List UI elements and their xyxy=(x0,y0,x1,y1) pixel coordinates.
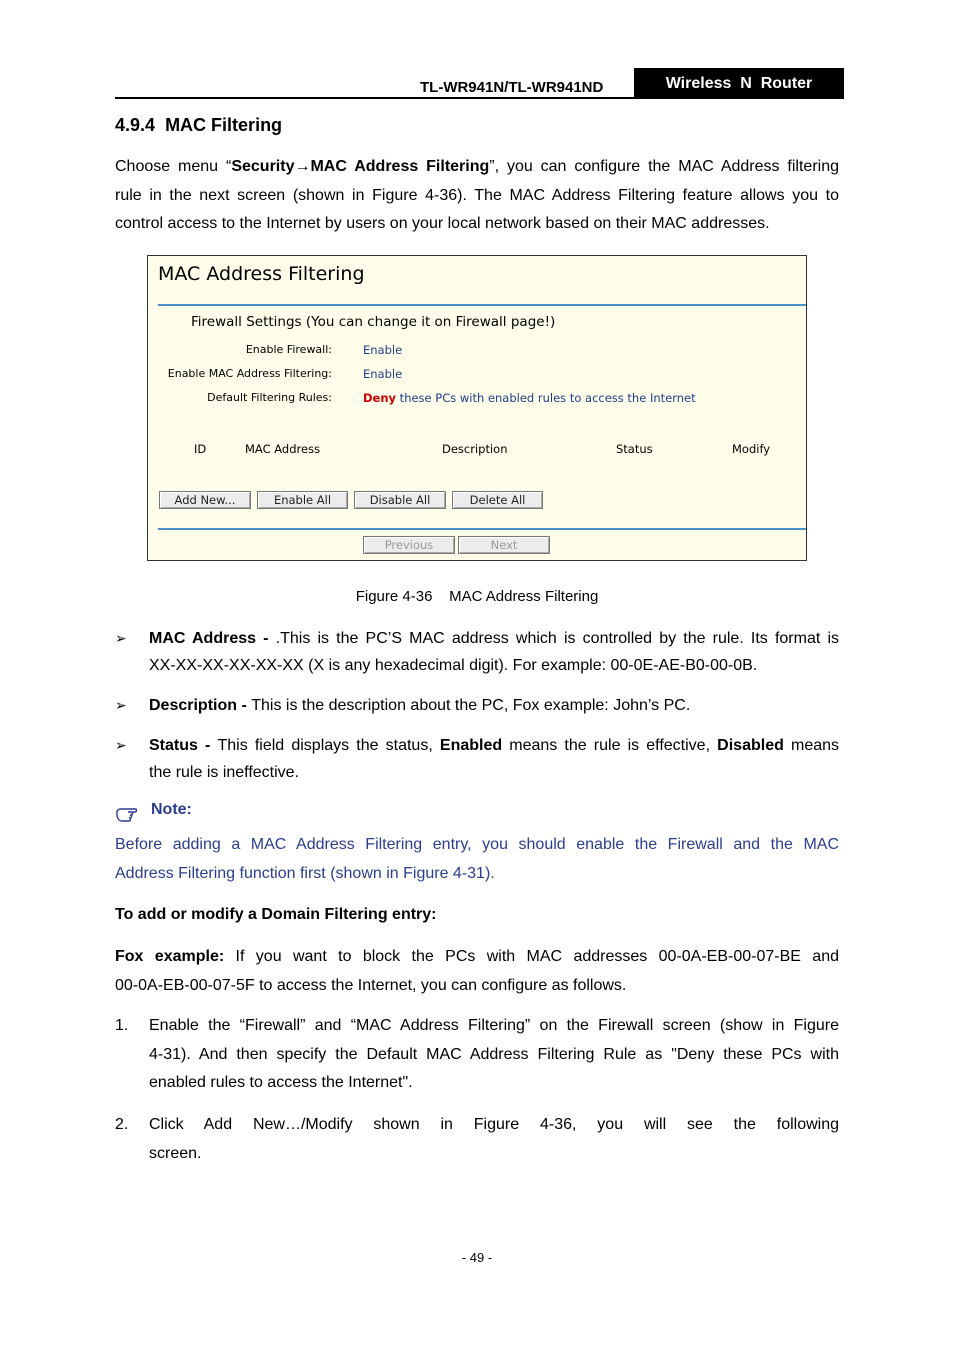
example-paragraph: Fox example: If you want to block the PCs with MAC addresses 00-0A-EB-00-07-BE and 00-0A-EB-00-07-5F to access the Internet, you can configure as follows. xyxy=(115,948,839,994)
header-model: TL-WR941N/TL-WR941ND xyxy=(420,79,604,96)
example-term: Fox example: xyxy=(115,948,225,965)
bullet-mac-address: MAC Address - .This is the PC’S MAC address which is controlled by the rule. Its format is XX-XX-XX-XX-XX-XX (X is any hexadecimal digit). For example: 00-0E-AE-B0-00-0B. xyxy=(149,630,839,674)
note-label: Note: xyxy=(151,801,192,818)
arrow-icon: → xyxy=(294,158,311,175)
column-modify: Modify xyxy=(732,442,771,456)
enable-mac-filtering-label: Enable MAC Address Filtering: xyxy=(167,367,332,380)
step-1: Enable the “Firewall” and “MAC Address Filtering” on the Firewall screen (show in Figure 4-31). And then specify the Default MAC Address Filtering Rule as "Deny these PCs with enabled rules to access the Internet". xyxy=(149,1017,839,1092)
note-text: Before adding a MAC Address Filtering entry, you should enable the Firewall and the MAC Address Filtering function first (shown in Figure 4-31). xyxy=(115,836,839,882)
section-title: MAC Filtering xyxy=(165,115,283,135)
default-filtering-rules-value: Deny these PCs with enabled rules to access the Internet xyxy=(363,391,696,405)
step-number: 2. xyxy=(115,1116,129,1133)
section-number: 4.9.4 xyxy=(115,115,156,135)
disable-all-button[interactable]: Disable All xyxy=(354,491,446,509)
bullet-term: MAC Address - xyxy=(149,630,276,647)
enable-firewall-value: Enable xyxy=(363,343,403,357)
delete-all-button[interactable]: Delete All xyxy=(452,491,543,509)
firewall-settings-heading: Firewall Settings (You can change it on Firewall page!) xyxy=(191,314,556,330)
bullet-term: Status - xyxy=(149,737,218,754)
header-rule xyxy=(115,97,844,99)
default-filtering-rules-label: Default Filtering Rules: xyxy=(207,391,332,404)
column-mac-address: MAC Address xyxy=(245,442,321,456)
menu-mac-address-filtering: MAC Address Filtering xyxy=(310,158,490,175)
bullet-arrow-icon: ➢ xyxy=(115,697,127,713)
enable-firewall-label: Enable Firewall: xyxy=(245,343,332,356)
mac-filtering-screenshot xyxy=(147,255,807,561)
menu-security: Security xyxy=(231,158,295,175)
add-new-button[interactable]: Add New... xyxy=(159,491,251,509)
previous-button[interactable]: Previous xyxy=(363,536,455,554)
enable-mac-filtering-value: Enable xyxy=(363,367,403,381)
bullet-term: Description - xyxy=(149,697,252,714)
deny-keyword: Deny xyxy=(363,391,397,405)
next-button[interactable]: Next xyxy=(458,536,550,554)
figure-page-title: MAC Address Filtering xyxy=(158,263,365,285)
page-number: - 49 - xyxy=(461,1250,493,1265)
bullet-status: Status - This field displays the status, Enabled means the rule is effective, Disabled means the rule is ineffective. xyxy=(149,737,840,781)
step-number: 1. xyxy=(115,1017,129,1034)
figure-top-rule xyxy=(158,304,806,306)
bullet-description: Description - This is the description about the PC, Fox example: John’s PC. xyxy=(149,697,691,714)
intro-line-3: control access to the Internet by users on your local network based on their MAC addresses. xyxy=(115,215,770,233)
enable-all-button[interactable]: Enable All xyxy=(257,491,348,509)
intro-line-1: Choose menu “Security→MAC Address Filtering”, you can configure the MAC Address filtering xyxy=(115,158,839,175)
column-description: Description xyxy=(442,442,508,456)
column-status: Status xyxy=(616,442,653,456)
intro-paragraph xyxy=(115,153,839,239)
pointing-hand-icon xyxy=(115,804,141,822)
figure-bottom-rule xyxy=(158,528,806,530)
column-id: ID xyxy=(194,442,207,456)
bullet-arrow-icon: ➢ xyxy=(115,737,127,753)
bullet-arrow-icon: ➢ xyxy=(115,630,127,646)
header-product-badge xyxy=(634,68,844,99)
intro-line-2: rule in the next screen (shown in Figure 4-36). The MAC Address Filtering feature allows you to xyxy=(115,186,839,204)
header-product: Wireless N Router xyxy=(665,74,813,92)
figure-caption: Figure 4-36 MAC Address Filtering xyxy=(355,588,599,605)
howto-heading: To add or modify a Domain Filtering entry: xyxy=(115,906,437,923)
section-heading xyxy=(115,115,282,136)
step-2: Click Add New…/Modify shown in Figure 4-36, you will see the following screen. xyxy=(149,1116,839,1162)
